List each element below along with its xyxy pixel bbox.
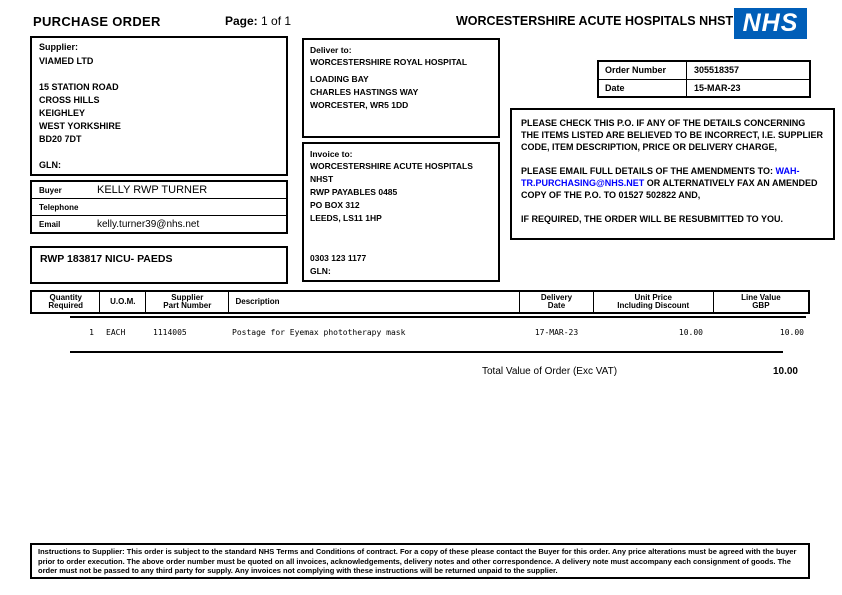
items-table-header [30,290,810,314]
invoice-to-line: LEEDS, LS11 1HP [310,213,382,223]
notice-paragraph-2 [521,165,824,201]
notice-paragraph-2-after: OR ALTERNATIVELY FAX AN AMENDED COPY OF THE P.O. TO 01527 502822 AND, [521,178,818,200]
invoice-to-box [302,142,500,282]
supplier-label: Supplier: [39,42,79,52]
header-line: Including Discount [617,301,690,310]
total-value: 10.00 [772,366,798,377]
page-value: 1 of 1 [261,14,292,28]
buyer-row [32,182,286,199]
header-description [229,292,520,312]
invoice-to-line: PO BOX 312 [310,200,360,210]
supplier-address-line: WEST YORKSHIRE [39,121,121,131]
page-label: Page: [225,14,258,28]
header-line: Part Number [163,301,212,310]
item-row-rule [70,351,783,353]
supplier-address-line: CROSS HILLS [39,95,100,105]
supplier-instructions-box [30,543,810,579]
item-description: Postage for Eyemax phototherapy mask [232,328,406,337]
deliver-to-line: LOADING BAY [310,74,369,84]
order-number-row [599,62,809,80]
order-number-value: 305518357 [694,65,740,76]
invoice-to-line: RWP PAYABLES 0485 [310,187,398,197]
supplier-address-line: 15 STATION ROAD [39,82,119,92]
header-line: Description [235,296,280,306]
invoice-to-line: NHST [310,174,334,184]
order-date-value: 15-MAR-23 [694,82,741,93]
item-delivery-date: 17-MAR-23 [534,328,579,337]
item-unit-price: 10.00 [678,328,703,337]
purchasing-email-link[interactable]: WAH-TR.PURCHASING@NHS.NET [521,166,800,188]
deliver-to-line: CHARLES HASTINGS WAY [310,87,419,97]
notice-paragraph-2-before: PLEASE EMAIL FULL DETAILS OF THE AMENDMENTS TO: [521,166,776,176]
invoice-gln-label: GLN: [310,266,331,276]
requisition-reference: RWP 183817 NICU- PAEDS [40,253,173,265]
header-line: Date [547,301,566,310]
invoice-to-label: Invoice to: [310,149,353,159]
order-date-label: Date [599,80,687,97]
order-info-table [597,60,811,98]
supplier-box [30,36,288,176]
notice-paragraph-3: IF REQUIRED, THE ORDER WILL BE RESUBMITTED TO YOU. [521,214,784,224]
deliver-to-name: WORCESTERSHIRE ROYAL HOSPITAL [310,57,468,67]
header-line: Supplier [171,292,204,302]
telephone-row [32,199,286,216]
header-quantity-required [32,292,100,312]
header-underline-rule [70,316,806,318]
deliver-to-line: WORCESTER, WR5 1DD [310,100,409,110]
nhs-logo [734,8,807,39]
deliver-to-label: Deliver to: [310,45,352,55]
header-line: GBP [752,301,770,310]
invoice-phone: 0303 123 1177 [310,253,367,263]
supplier-name: VIAMED LTD [39,56,94,66]
deliver-to-box [302,38,500,138]
order-number-label: Order Number [599,62,687,79]
header-line: Quantity [49,292,82,302]
header-supplier-part-number [146,292,229,312]
item-line-value: 10.00 [779,328,804,337]
total-label: Total Value of Order (Exc VAT) [482,366,618,377]
invoice-to-line: WORCESTERSHIRE ACUTE HOSPITALS [310,161,473,171]
supplier-address-line: BD20 7DT [39,134,82,144]
organisation-name: WORCESTERSHIRE ACUTE HOSPITALS NHST [456,14,734,28]
buyer-email: kelly.turner39@nhs.net [97,218,200,230]
email-row [32,216,286,232]
requisition-reference-box [30,246,288,284]
telephone-label: Telephone [39,202,79,212]
header-line: Delivery [540,292,573,302]
buyer-box [30,180,288,234]
amendments-notice-box [510,108,835,240]
header-delivery-date [520,292,593,312]
header-line: U.O.M. [110,296,136,306]
header-line: Line Value [741,292,781,302]
header-line: Required [48,301,84,310]
email-label: Email [39,219,61,229]
header-unit-price [594,292,714,312]
page-indicator [225,14,291,28]
item-row [30,328,810,337]
item-uom: EACH [106,328,126,337]
item-quantity: 1 [89,328,94,337]
document-title: PURCHASE ORDER [33,14,161,29]
header-line: Unit Price [634,292,672,302]
header-line-value [714,292,808,312]
header-uom [100,292,146,312]
buyer-label: Buyer [39,185,62,195]
nhs-logo-text: NHS [742,9,799,37]
notice-paragraph-1: PLEASE CHECK THIS P.O. IF ANY OF THE DETAILS CONCERNING THE ITEMS LISTED ARE BELIEVED TO BE INCORRECT, I.E. SUPPLIER CODE, ITEM DESCRIPTION, PRICE OR DELIVERY CHARGE, [521,118,824,152]
buyer-name: KELLY RWP TURNER [97,184,208,196]
supplier-address-line: KEIGHLEY [39,108,86,118]
supplier-instructions-text: Instructions to Supplier: This order is subject to the standard NHS Terms and Conditions of contract. For a copy of these please contact the Buyer for this order. Any price alterations must be agreed with the buyer prior to order execution. The above order number must be quoted on all invoices, acknowledgements, delivery notes and other correspondence. A delivery note must accompany each consignment of goods. The order must not be passed to any third party for supply. Any invoices not complying with these instructions will be returned unpaid to the supplier. [38,547,797,575]
order-date-row [599,80,809,97]
item-part-number: 1114005 [153,328,187,337]
supplier-gln-label: GLN: [39,160,61,170]
